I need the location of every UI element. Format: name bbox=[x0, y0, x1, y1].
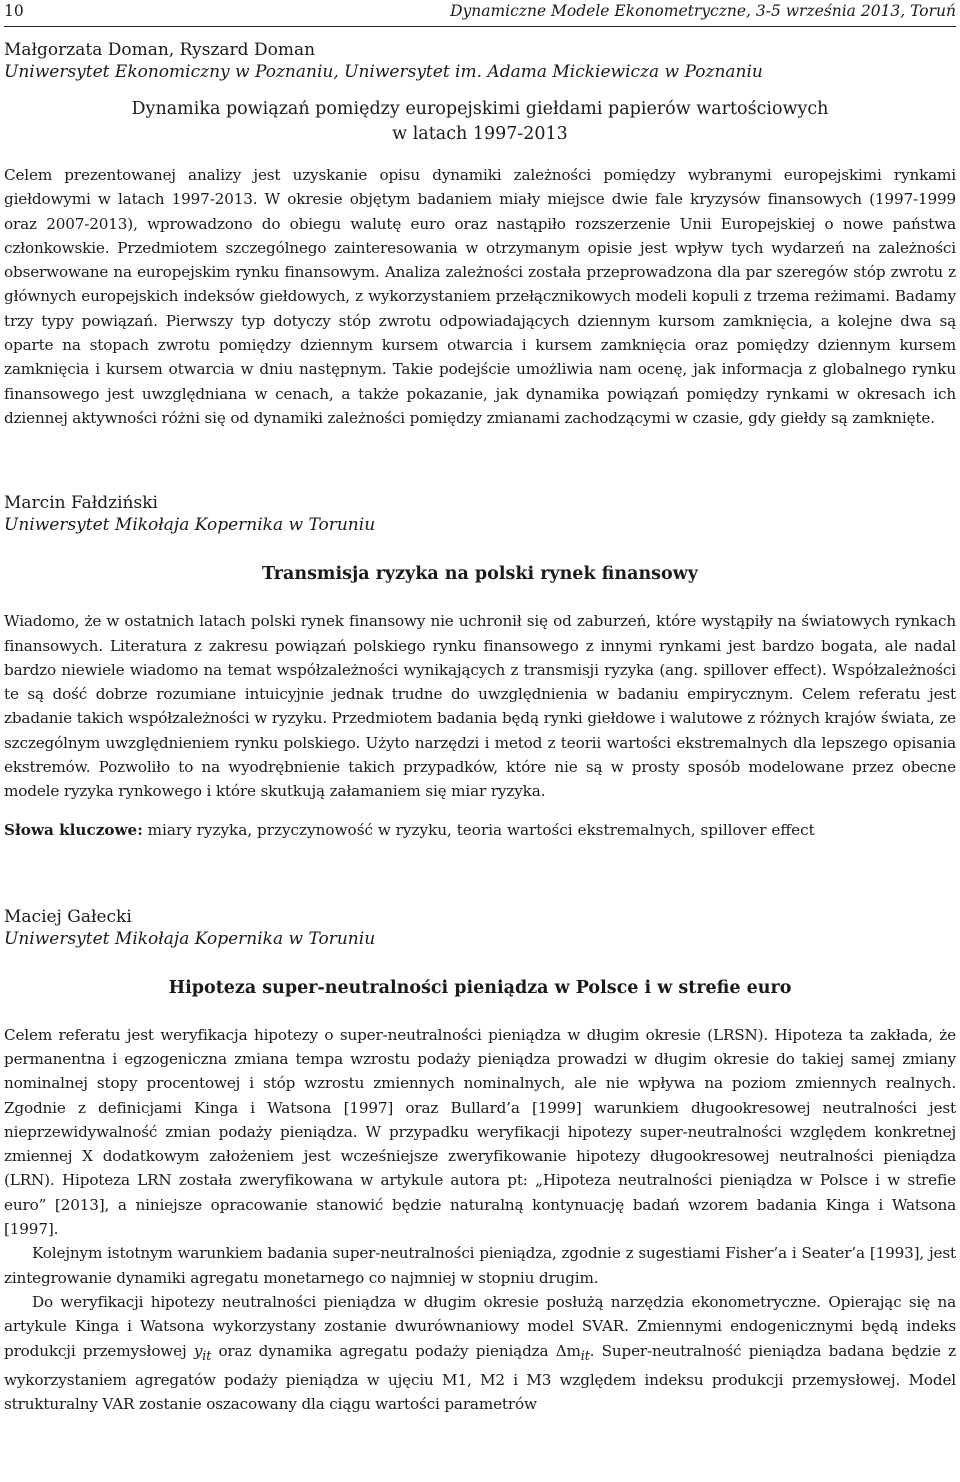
math-y-it: $y_{it}$ bbox=[193, 1341, 212, 1363]
abstract-title-line1: Dynamika powiązań pomiędzy europejskimi giełdami papierów wartościowych bbox=[131, 99, 829, 119]
abstract-title: Hipoteza super-neutralności pieniądza w Polsce i w strefie euro bbox=[168, 977, 792, 998]
page bbox=[4, 0, 956, 1416]
page-number: 10 bbox=[4, 2, 24, 20]
body-text: . Super-neutralność pieniądza badana będzie z wykorzystaniem agregatów podaży pieniądza w ujęciu M1, M2 i M3 względem indeksu produkcji przemysłowej. Model strukturalny VAR zostanie oszacowany dla ciągu wartości parametrów bbox=[4, 1341, 956, 1414]
keywords-label: Słowa kluczowe: bbox=[4, 820, 143, 839]
body-text: oraz dynamika agregatu podaży pieniądza bbox=[218, 1341, 549, 1360]
abstract-body: Wiadomo, że w ostatnich latach polski rynek finansowy nie uchronił się od zaburzeń, które wystąpiły na światowych rynkach finansowych. Literatura z zakresu powiązań polskiego rynku finansowego z innymi rynkami jest bardzo bogata, ale nadal bardzo niewiele wiadomo na temat współzależności wynikających z transmisji ryzyka (ang. spillover effect). Współzależności te są dość dobrze rozumiane intuicyjnie jednak trudne do uwzględnienia w badaniu empirycznym. Celem referatu jest zbadanie takich współzależności w ryzyku. Przedmiotem badania będą rynki giełdowe i walutowe z różnych krajów świata, ze szczególnym uwzględnieniem rynku polskiego. Użyto narzędzi i metod z teorii wartości ekstremalnych dla lepszego opisania ekstremów. Pozwoliło to na wyodrębnienie takich przypadków, które nie są w prosty sposób modelowane przez obecne modele ryzyka rynkowego i które skutkują załamaniem się miar ryzyka. bbox=[4, 612, 956, 801]
author-names: Maciej Gałecki bbox=[4, 906, 132, 927]
author-names: Małgorzata Doman, Ryszard Doman bbox=[4, 40, 316, 60]
running-header bbox=[4, 0, 956, 27]
abstract-body: Celem prezentowanej analizy jest uzyskanie opisu dynamiki zależności pomiędzy wybranymi europejskimi rynkami giełdowymi w latach 1997-2013. W okresie objętym badaniem miały miejsce dwie fale kryzysów finansowych (1997-1999 oraz 2007-2013), wprowadzono do obiegu walutę euro oraz nastąpiło rozszerzenie Unii Europejskiej o nowe państwa członkowskie. Przedmiotem szczególnego zainteresowania w otrzymanym opisie jest wpływ tych wydarzeń na zależności obserwowane na europejskim rynku finansowym. Analiza zależności została przeprowadzona dla par szeregów stóp zwrotu z głównych europejskich indeksów giełdowych, z wykorzystaniem przełącznikowych modeli kopuli z trzema reżimami. Badamy trzy typy powiązań. Pierwszy typ dotyczy stóp zwrotu odpowiadających dziennym kursom zamknięcia, a kolejne dwa są oparte na stopach zwrotu pomiędzy dziennym kursem otwarcia i kursem zamknięcia oraz pomiędzy dziennym kursem zamknięcia i kursem otwarcia w dniu następnym. Takie podejście umożliwia nam ocenę, jak informacja z globalnego rynku finansowego jest uwzględniana w cenach, a także pokazanie, jak dynamika powiązań pomiędzy rynkami w okresach ich dziennej aktywności różni się od dynamiki zależności pomiędzy zmianami zachodzącymi w czasie, gdy giełdy są zamknięte. bbox=[4, 166, 956, 427]
body-text: Do weryfikacji hipotezy neutralności pieniądza w długim okresie posłużą narzędzia ekonometryczne. Opierając się na artykule Kinga i Watsona wykorzystany zostanie dwurównaniowy model SVAR. Zmiennymi endogenicznymi będą indeks produkcji przemysłowej bbox=[4, 1292, 956, 1360]
math-delta-m-it: $\Delta m_{it}$ bbox=[555, 1341, 590, 1363]
author-affiliation: Uniwersytet Mikołaja Kopernika w Toruniu bbox=[4, 515, 376, 536]
abstract-title: Transmisja ryzyka na polski rynek finansowy bbox=[262, 564, 698, 585]
abstract-faldzinski bbox=[4, 492, 956, 841]
abstract-title-line2: w latach 1997-2013 bbox=[392, 124, 568, 144]
author-names: Marcin Fałdziński bbox=[4, 493, 158, 514]
keywords bbox=[4, 818, 956, 842]
abstract-galecki bbox=[4, 906, 956, 1417]
author-affiliation: Uniwersytet Ekonomiczny w Poznaniu, Uniwersytet im. Adama Mickiewicza w Poznaniu bbox=[4, 62, 763, 82]
author-affiliation: Uniwersytet Mikołaja Kopernika w Toruniu bbox=[4, 928, 376, 949]
abstract-body: Kolejnym istotnym warunkiem badania super-neutralności pieniądza, zgodnie z sugestiami Fisher’a i Seater’a [1993], jest zintegrowanie dynamiki agregatu monetarnego co najmniej w stopniu drugim. bbox=[4, 1244, 956, 1287]
abstract-body: Celem referatu jest weryfikacja hipotezy o super-neutralności pieniądza w długim okresie (LRSN). Hipoteza ta zakłada, że permanentna i egzogeniczna zmiana tempa wzrostu podaży pieniądza prowadzi w długim okresie do takiej samej zmiany nominalnej stopy procentowej i stóp wzrostu zmiennych nominalnych, ale nie wpływa na poziom zmiennych realnych. Zgodnie z definicjami Kinga i Watsona [1997] oraz Bullard’a [1999] warunkiem długookresowej neutralności jest nieprzewidywalność zmian podaży pieniądza. W przypadku weryfikacji hipotezy super-neutralności względem konkretnej zmiennej X dodatkowym założeniem jest wcześniejsze zweryfikowanie hipotezy długookresowej neutralności pieniądza (LRN). Hipoteza LRN została zweryfikowana w artykule autora pt: „Hipoteza neutralności pieniądza w Polsce i w strefie euro” [2013], a niniejsze opracowanie stanowić będzie naturalną kontynuację badań wzorem badania Kinga i Watsona [1997]. bbox=[4, 1025, 956, 1239]
abstract-doman bbox=[4, 39, 956, 430]
keywords-list: miary ryzyka, przyczynowość w ryzyku, teoria wartości ekstremalnych, spillover effect bbox=[147, 820, 815, 839]
abstract-body bbox=[4, 1290, 956, 1417]
conference-title: Dynamiczne Modele Ekonometryczne, 3-5 września 2013, Toruń bbox=[450, 2, 956, 20]
